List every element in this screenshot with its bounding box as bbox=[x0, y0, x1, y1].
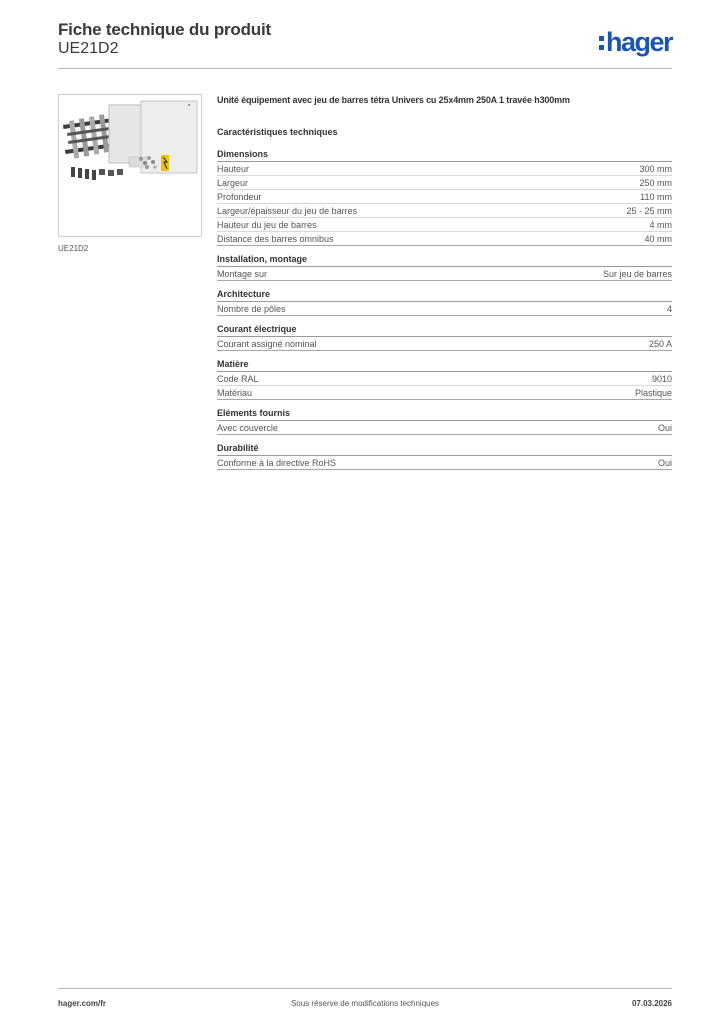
spec-value: 250 A bbox=[648, 338, 672, 349]
page-footer bbox=[58, 988, 672, 1012]
product-photo-icon bbox=[59, 95, 201, 236]
spec-label: Avec couvercle bbox=[217, 422, 278, 433]
page-header bbox=[58, 20, 672, 70]
spec-group-material bbox=[217, 359, 672, 400]
spec-value: 110 mm bbox=[640, 191, 672, 202]
spec-label: Nombre de pôles bbox=[217, 303, 286, 314]
spec-row bbox=[217, 372, 672, 386]
spec-label: Largeur bbox=[217, 177, 249, 188]
logo-colon-icon bbox=[599, 34, 605, 52]
footer-date: 07.03.2026 bbox=[631, 999, 672, 1008]
spec-group-architecture bbox=[217, 289, 672, 316]
section-title: Caractéristiques techniques bbox=[217, 127, 338, 137]
spec-row bbox=[217, 232, 672, 246]
spec-group-dimensions bbox=[217, 149, 672, 246]
spec-value: 4 bbox=[666, 303, 672, 314]
spec-label: Code RAL bbox=[217, 373, 259, 384]
spec-row bbox=[217, 386, 672, 400]
spec-value: 9010 bbox=[651, 373, 672, 384]
group-title: Installation, montage bbox=[217, 254, 672, 267]
busbar-assembly-graphic bbox=[63, 114, 111, 158]
logo-text: hager bbox=[605, 27, 672, 57]
spec-label: Profondeur bbox=[217, 191, 262, 202]
spec-row bbox=[217, 190, 672, 204]
spec-value: 300 mm bbox=[639, 163, 672, 174]
spec-label: Distance des barres omnibus bbox=[217, 233, 334, 244]
spec-label: Conforme à la directive RoHS bbox=[217, 457, 337, 468]
header-divider bbox=[58, 68, 672, 69]
spec-label: Hauteur du jeu de barres bbox=[217, 219, 317, 230]
spec-group-installation bbox=[217, 254, 672, 281]
spec-label: Largeur/épaisseur du jeu de barres bbox=[217, 205, 358, 216]
product-image bbox=[58, 94, 202, 237]
spec-value: 40 mm bbox=[644, 233, 672, 244]
spec-row bbox=[217, 204, 672, 218]
spec-row bbox=[217, 302, 672, 316]
spec-value: Sur jeu de barres bbox=[602, 268, 672, 279]
spec-row bbox=[217, 176, 672, 190]
group-title: Eléments fournis bbox=[217, 408, 672, 421]
spec-row bbox=[217, 162, 672, 176]
product-description: Unité équipement avec jeu de barres tétra Univers cu 25x4mm 250A 1 travée h300mm bbox=[217, 95, 570, 105]
spec-value: Plastique bbox=[634, 387, 672, 398]
group-title: Durabilité bbox=[217, 443, 672, 456]
spec-value: 25 - 25 mm bbox=[626, 205, 672, 216]
group-title: Dimensions bbox=[217, 149, 672, 162]
spec-row bbox=[217, 421, 672, 435]
spec-row bbox=[217, 218, 672, 232]
hager-logo[interactable] bbox=[599, 27, 672, 58]
spec-group-supplied bbox=[217, 408, 672, 435]
spec-row bbox=[217, 456, 672, 470]
spec-group-durability bbox=[217, 443, 672, 470]
footer-notice: Sous réserve de modifications techniques bbox=[290, 999, 440, 1008]
spec-label: Hauteur bbox=[217, 163, 250, 174]
spec-value: Oui bbox=[657, 457, 672, 468]
spec-value: 4 mm bbox=[649, 219, 672, 230]
spec-label: Matériau bbox=[217, 387, 253, 398]
spec-row bbox=[217, 337, 672, 351]
group-title: Matière bbox=[217, 359, 672, 372]
page-title: Fiche technique du produit bbox=[58, 20, 271, 39]
group-title: Courant électrique bbox=[217, 324, 672, 337]
spec-label: Courant assigné nominal bbox=[217, 338, 317, 349]
spec-value: Oui bbox=[657, 422, 672, 433]
product-reference: UE21D2 bbox=[58, 40, 119, 57]
spec-group-current bbox=[217, 324, 672, 351]
spec-row bbox=[217, 267, 672, 281]
spec-label: Montage sur bbox=[217, 268, 268, 279]
spec-value: 250 mm bbox=[639, 177, 672, 188]
footer-website-link[interactable]: hager.com/fr bbox=[58, 999, 107, 1008]
spec-content bbox=[217, 95, 672, 478]
group-title: Architecture bbox=[217, 289, 672, 302]
image-caption: UE21D2 bbox=[58, 244, 89, 253]
